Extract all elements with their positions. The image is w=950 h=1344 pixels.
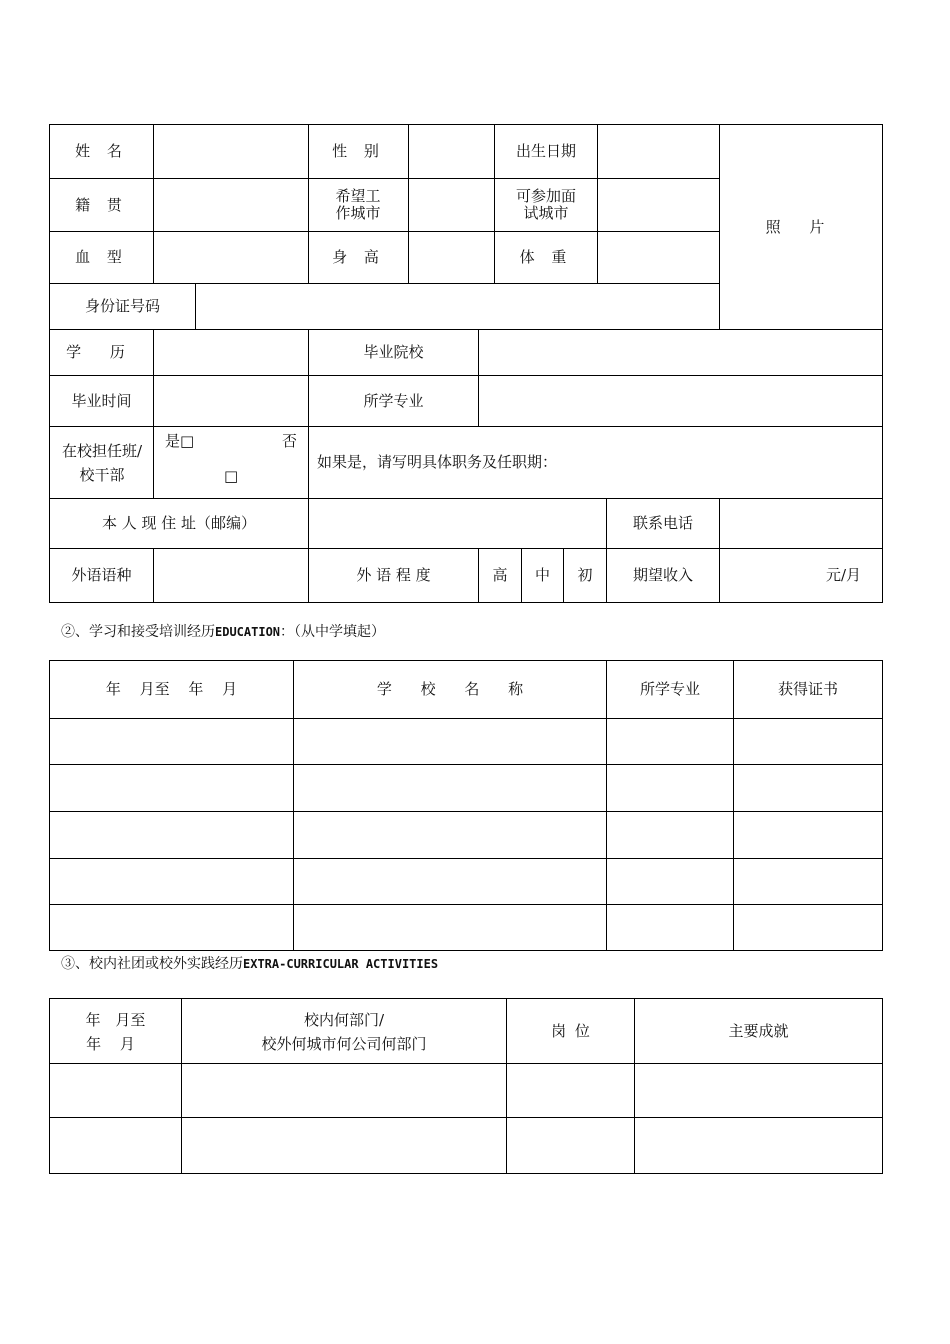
table-border-bottom: [49, 602, 883, 603]
cadre-no-label: 否: [282, 432, 298, 450]
activities-header-post: 岗 位: [551, 1021, 590, 1040]
education-section-title: [61, 624, 385, 640]
table-border-bottom: [49, 1173, 883, 1174]
birth-date-field[interactable]: [598, 125, 719, 178]
native-place-field[interactable]: [154, 179, 308, 231]
table-row[interactable]: [50, 719, 882, 764]
birth-date-label: 出生日期: [515, 142, 576, 160]
interview-city-label: 可参加面试城市: [515, 187, 576, 222]
table-border-right: [882, 660, 883, 951]
language-level-label: 外 语 程 度: [356, 566, 431, 584]
foreign-language-field[interactable]: [154, 549, 308, 602]
cadre-yes-checkbox[interactable]: 是□: [165, 432, 195, 450]
blood-type-label: 血 型: [75, 248, 128, 266]
major-label: 所学专业: [363, 391, 424, 410]
activities-title-cn: ③、校内社团或校外实践经历: [61, 956, 243, 972]
activities-header-achievement: 主要成就: [728, 1021, 789, 1040]
table-border-right: [882, 998, 883, 1174]
blood-type-field[interactable]: [154, 232, 308, 283]
activities-title-en: EXTRA-CURRICULAR ACTIVITIES: [243, 957, 439, 971]
height-label: 身 高: [332, 248, 385, 266]
cadre-description-field[interactable]: 如果是，请写明具体职务及任职期：: [317, 453, 558, 471]
preferred-city-label: 希望工作城市: [335, 187, 381, 222]
education-title-cn: ②、学习和接受培训经历: [61, 624, 215, 640]
major-field[interactable]: [479, 376, 882, 426]
table-row[interactable]: [50, 1064, 882, 1117]
class-cadre-label: 在校担任班/校干部: [61, 441, 143, 484]
name-field[interactable]: [154, 125, 308, 178]
foreign-language-label: 外语语种: [71, 566, 132, 584]
native-place-label: 籍 贯: [75, 195, 128, 214]
level-mid-option[interactable]: 中: [534, 566, 550, 584]
education-header-major: 所学专业: [639, 680, 700, 698]
weight-field[interactable]: [598, 232, 719, 283]
id-number-field[interactable]: [196, 284, 719, 329]
education-title-en: EDUCATION: [215, 625, 281, 639]
education-header-certificate: 获得证书: [777, 680, 838, 698]
education-header-school: 学 校 名 称: [376, 680, 524, 698]
preferred-city-field[interactable]: [409, 179, 494, 231]
education-level-field[interactable]: [154, 330, 308, 375]
education-header-period: 年 月至 年 月: [105, 680, 238, 698]
department-line-2: 校外何城市何公司何部门: [261, 1035, 427, 1053]
address-field[interactable]: [309, 499, 606, 548]
address-label: 本 人 现 住 址（邮编）: [101, 514, 257, 532]
table-row[interactable]: [50, 859, 882, 904]
gender-label: 性 别: [332, 142, 385, 160]
phone-field[interactable]: [720, 499, 882, 548]
table-row[interactable]: [50, 905, 882, 950]
activities-header-period: [50, 1008, 181, 1056]
table-border-right: [882, 124, 883, 603]
graduation-time-field[interactable]: [154, 376, 308, 426]
table-border-bottom: [49, 950, 883, 951]
period-line-1: 年 月至: [85, 1011, 146, 1029]
height-field[interactable]: [409, 232, 494, 283]
education-level-label: 学 历: [66, 343, 137, 361]
education-title-tail: ：（从中学填起）: [280, 624, 386, 640]
table-row[interactable]: [50, 812, 882, 858]
graduate-school-field[interactable]: [479, 330, 882, 375]
expected-salary-label: 期望收入: [632, 566, 693, 584]
graduation-time-label: 毕业时间: [71, 391, 132, 410]
photo-box[interactable]: 照 片: [765, 217, 837, 236]
id-number-label: 身份证号码: [84, 297, 160, 315]
level-low-option[interactable]: 初: [577, 566, 593, 584]
graduate-school-label: 毕业院校: [363, 343, 424, 361]
name-label: 姓 名: [75, 142, 128, 160]
period-line-2: 年 月: [86, 1035, 135, 1053]
phone-label: 联系电话: [632, 514, 693, 532]
weight-label: 体 重: [519, 248, 573, 266]
interview-city-field[interactable]: [598, 179, 719, 231]
department-line-1: 校内何部门/: [303, 1011, 385, 1029]
expected-salary-field[interactable]: 元/月: [825, 566, 861, 584]
cadre-no-checkbox[interactable]: □: [224, 467, 239, 485]
activities-section-title: [61, 956, 438, 972]
table-row[interactable]: [50, 1118, 882, 1173]
level-high-option[interactable]: 高: [492, 566, 508, 584]
activities-header-department: [182, 1008, 506, 1056]
gender-field[interactable]: [409, 125, 494, 178]
table-row[interactable]: [50, 765, 882, 811]
